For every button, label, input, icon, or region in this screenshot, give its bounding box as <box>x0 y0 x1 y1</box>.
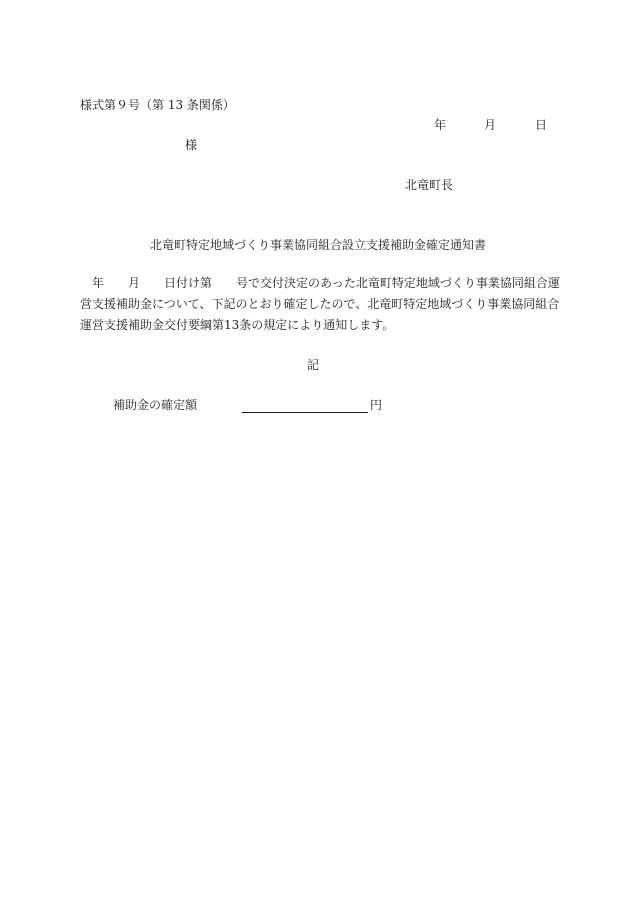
amount-blank-line <box>242 397 368 413</box>
date-line <box>434 117 547 133</box>
ki-heading: 記 <box>307 358 320 372</box>
form-number: 様式第９号（第 13 条関係） <box>80 98 235 112</box>
body-line-3: 運営支援補助金交付要綱第13条の規定により通知します。 <box>80 318 395 332</box>
amount-unit: 円 <box>370 398 383 412</box>
document-title: 北竜町特定地域づくり事業協同組合設立支援補助金確定通知書 <box>150 238 487 252</box>
issuer: 北竜町長 <box>405 178 454 192</box>
recipient-suffix: 様 <box>185 138 198 152</box>
date-day-label: 日 <box>535 118 548 132</box>
body-text <box>80 273 560 336</box>
body-line-2: 営支援補助金について、下記のとおり確定したので、北竜町特定地域づくり事業協同組合 <box>80 297 560 311</box>
date-year-label: 年 <box>434 118 447 132</box>
body-line-1: 年 月 日付け第 号で交付決定のあった北竜町特定地域づくり事業協同組合運 <box>80 276 560 290</box>
date-month-label: 月 <box>484 118 497 132</box>
amount-label: 補助金の確定額 <box>113 398 198 412</box>
